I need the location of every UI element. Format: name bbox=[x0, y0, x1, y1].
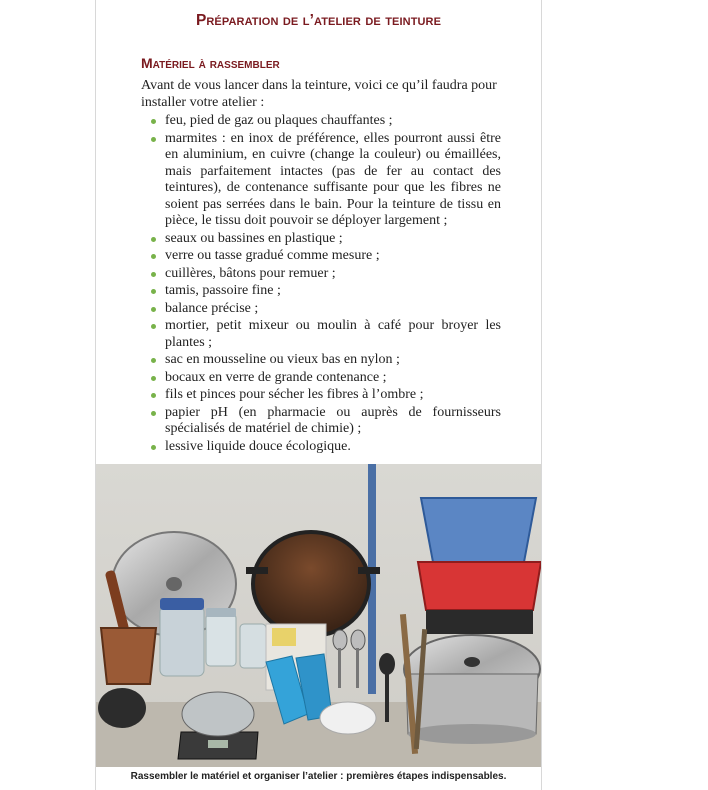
section-heading: Matériel à rassembler bbox=[141, 55, 280, 71]
bullet-icon bbox=[151, 445, 156, 450]
list-item: seaux ou bassines en plastique ; bbox=[151, 231, 501, 248]
list-item: cuillères, bâtons pour remuer ; bbox=[151, 266, 501, 283]
list-item: papier pH (en pharmacie ou auprès de fournisseurs spécialisés de matériel de chimie) ; bbox=[151, 405, 501, 438]
bullet-icon bbox=[151, 137, 156, 142]
bullet-icon bbox=[151, 272, 156, 277]
photo-caption: Rassembler le matériel et organiser l’atelier : premières étapes indispensables. bbox=[130, 771, 507, 782]
list-item: feu, pied de gaz ou plaques chauffantes ; bbox=[151, 113, 501, 130]
bullet-icon bbox=[151, 411, 156, 416]
equipment-photo bbox=[96, 464, 541, 767]
list-item: balance précise ; bbox=[151, 301, 501, 318]
bullet-icon bbox=[151, 358, 156, 363]
list-item: fils et pinces pour sécher les fibres à l’ombre ; bbox=[151, 387, 501, 404]
list-item: verre ou tasse gradué comme mesure ; bbox=[151, 248, 501, 265]
intro-paragraph: Avant de vous lancer dans la teinture, voici ce qu’il faudra pour installer votre atelier : bbox=[141, 78, 497, 110]
list-item: marmites : en inox de préférence, elles pourront aussi être en aluminium, en cuivre (change la couleur) ou émaillées, mais parfaitement intactes (pas de fer au contact des teintures), de contenance suffisante pour que les fibres ne soient pas serrées dans le bain. Pour la teinture de tissu en pièce, le tissu doit pouvoir se déployer largement ; bbox=[151, 131, 501, 230]
bullet-icon bbox=[151, 393, 156, 398]
list-item: mortier, petit mixeur ou moulin à café pour broyer les plantes ; bbox=[151, 318, 501, 351]
bullet-icon bbox=[151, 307, 156, 312]
page-title: Préparation de l’atelier de teinture bbox=[195, 12, 442, 29]
materials-list bbox=[151, 113, 501, 456]
bullet-icon bbox=[151, 119, 156, 124]
bullet-icon bbox=[151, 289, 156, 294]
list-item: lessive liquide douce écologique. bbox=[151, 439, 501, 456]
list-item: sac en mousseline ou vieux bas en nylon ; bbox=[151, 352, 501, 369]
book-page bbox=[95, 0, 542, 790]
list-item: bocaux en verre de grande contenance ; bbox=[151, 370, 501, 387]
bullet-icon bbox=[151, 254, 156, 259]
bullet-icon bbox=[151, 237, 156, 242]
bullet-icon bbox=[151, 376, 156, 381]
list-item: tamis, passoire fine ; bbox=[151, 283, 501, 300]
bullet-icon bbox=[151, 324, 156, 329]
